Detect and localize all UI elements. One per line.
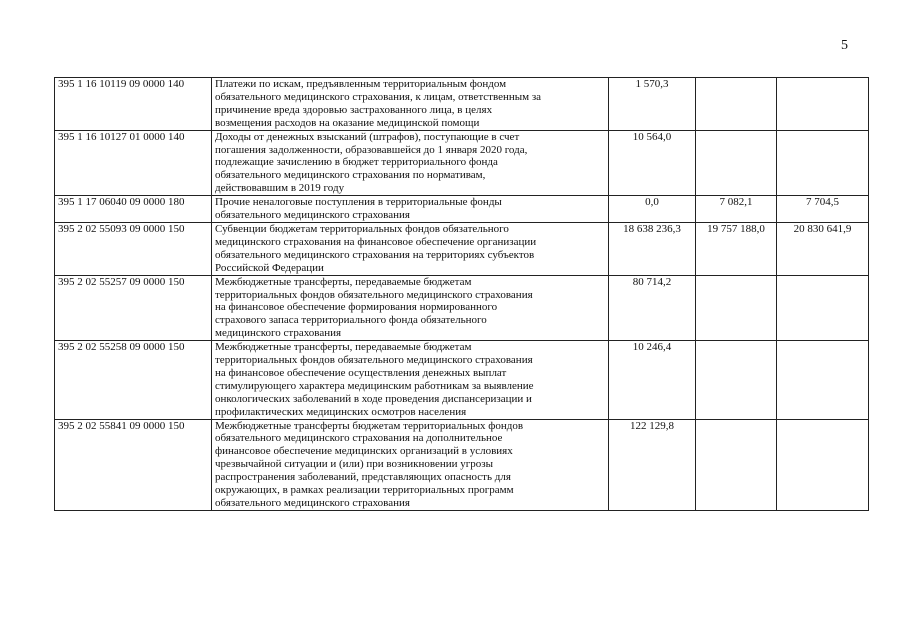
description-line: Субвенции бюджетам территориальных фондов обязательного (215, 222, 509, 235)
description-line: Доходы от денежных взысканий (штрафов), поступающие в счет (215, 130, 520, 143)
description-line: территориальных фондов обязательного медицинского страхования (215, 354, 533, 367)
amount-year-2 (696, 341, 777, 419)
revenue-description (212, 78, 609, 131)
description-line: финансовое обеспечение медицинских организаций в условиях (215, 445, 513, 458)
page-number: 5 (841, 38, 848, 53)
amount-year-1: 122 129,8 (609, 419, 696, 510)
description-line: страхового запаса территориального фонда обязательного (215, 314, 487, 327)
amount-year-3: 20 830 641,9 (777, 222, 869, 275)
description-line: обязательного медицинского страхования на территориях субъектов (215, 248, 535, 261)
description-line: окружающих, в рамках реализации территориальных программ (215, 484, 514, 497)
amount-year-1: 10 246,4 (609, 341, 696, 419)
description-line: Межбюджетные трансферты, передаваемые бюджетам (215, 275, 472, 288)
description-line: Межбюджетные трансферты бюджетам территориальных фондов (215, 419, 524, 432)
budget-classification-code: 395 1 16 10119 09 0000 140 (55, 78, 212, 131)
amount-year-2: 19 757 188,0 (696, 222, 777, 275)
amount-year-2: 7 082,1 (696, 196, 777, 223)
description-line: медицинского страхования на финансовое обеспечение организации (215, 235, 537, 248)
description-line: обязательного медицинского страхования (215, 209, 410, 222)
description-line: на финансовое обеспечение осуществления денежных выплат (215, 366, 507, 379)
table-row (55, 196, 869, 223)
description-line: медицинского страхования (215, 327, 342, 340)
amount-year-1: 18 638 236,3 (609, 222, 696, 275)
table-row (55, 130, 869, 196)
revenue-description (212, 419, 609, 510)
description-line: Платежи по искам, предъявленным территориальным фондом (215, 78, 507, 90)
revenue-description (212, 130, 609, 196)
description-line: на финансовое обеспечение формирования нормированного (215, 301, 498, 314)
description-line: профилактических медицинских осмотров населения (215, 405, 467, 418)
description-line: действовавшим в 2019 году (215, 182, 345, 195)
description-line: Межбюджетные трансферты, передаваемые бюджетам (215, 341, 472, 354)
description-line: обязательного медицинского страхования (215, 497, 410, 509)
revenue-description (212, 196, 609, 223)
amount-year-3 (777, 341, 869, 419)
table-row (55, 78, 869, 131)
budget-classification-code: 395 2 02 55841 09 0000 150 (55, 419, 212, 510)
revenue-table (54, 77, 869, 511)
budget-classification-code: 395 1 16 10127 01 0000 140 (55, 130, 212, 196)
description-line: погашения задолженности, образовавшейся до 1 января 2020 года, (215, 143, 528, 156)
table-body (55, 78, 869, 511)
description-line: обязательного медицинского страхования на дополнительное (215, 432, 503, 445)
amount-year-3 (777, 419, 869, 510)
description-line: возмещения расходов на оказание медицинской помощи (215, 116, 480, 129)
amount-year-1: 80 714,2 (609, 275, 696, 341)
description-line: причинение вреда здоровью застрахованного лица, в целях (215, 103, 493, 116)
amount-year-3 (777, 78, 869, 131)
budget-classification-code: 395 2 02 55093 09 0000 150 (55, 222, 212, 275)
table-row (55, 222, 869, 275)
revenue-description (212, 341, 609, 419)
description-line: подлежащие зачислению в бюджет территориального фонда (215, 156, 498, 169)
description-line: стимулирующего характера медицинским работникам за выявление (215, 379, 534, 392)
amount-year-2 (696, 78, 777, 131)
amount-year-2 (696, 130, 777, 196)
amount-year-3: 7 704,5 (777, 196, 869, 223)
description-line: территориальных фондов обязательного медицинского страхования (215, 288, 533, 301)
budget-classification-code: 395 1 17 06040 09 0000 180 (55, 196, 212, 223)
table-row (55, 419, 869, 510)
revenue-description (212, 275, 609, 341)
table-row (55, 275, 869, 341)
amount-year-1: 10 564,0 (609, 130, 696, 196)
amount-year-2 (696, 275, 777, 341)
description-line: Российской Федерации (215, 261, 324, 274)
description-line: Прочие неналоговые поступления в территориальные фонды (215, 196, 502, 209)
description-line: обязательного медицинского страхования по нормативам, (215, 169, 486, 182)
description-line: распространения заболеваний, представляющих опасность для (215, 471, 511, 484)
amount-year-2 (696, 419, 777, 510)
budget-classification-code: 395 2 02 55257 09 0000 150 (55, 275, 212, 341)
amount-year-1: 0,0 (609, 196, 696, 223)
description-line: чрезвычайной ситуации и (или) при возникновении угрозы (215, 458, 494, 471)
budget-classification-code: 395 2 02 55258 09 0000 150 (55, 341, 212, 419)
description-line: онкологических заболеваний в ходе проведения диспансеризации и (215, 392, 532, 405)
amount-year-1: 1 570,3 (609, 78, 696, 131)
revenue-description (212, 222, 609, 275)
amount-year-3 (777, 275, 869, 341)
table-row (55, 341, 869, 419)
description-line: обязательного медицинского страхования, к лицам, ответственным за (215, 90, 542, 103)
amount-year-3 (777, 130, 869, 196)
